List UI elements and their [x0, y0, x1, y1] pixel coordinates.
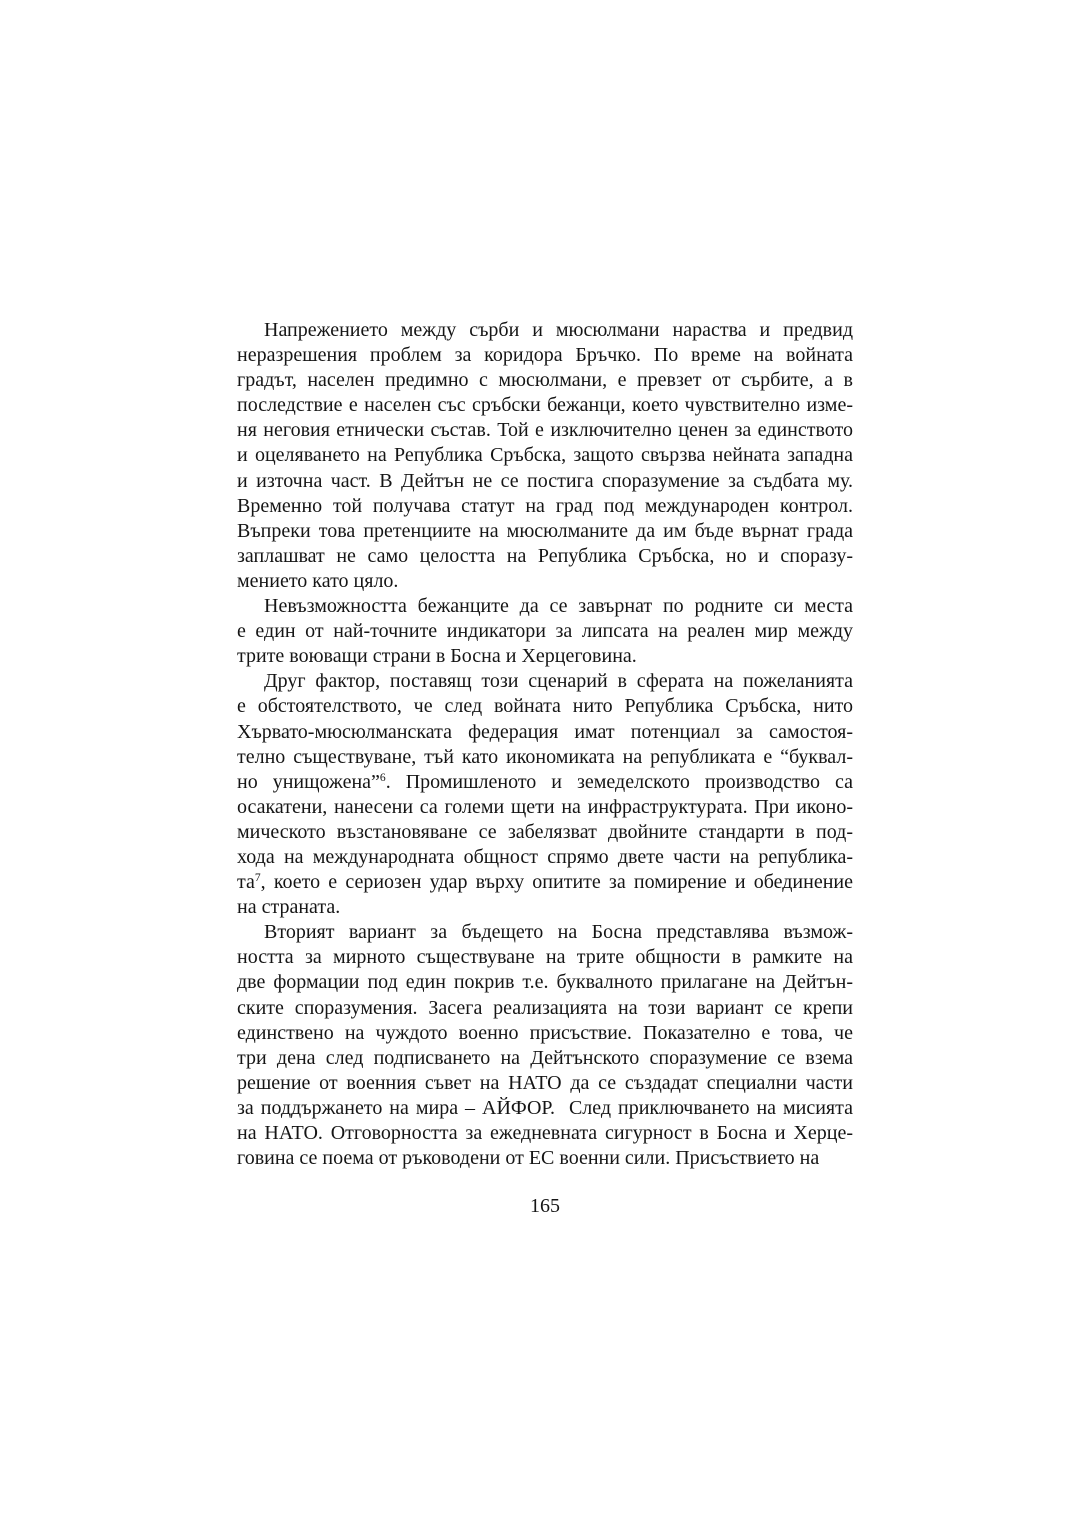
text-line: градът, населен предимно с мюсюлмани, е превзет от сърбите, а в	[237, 369, 853, 392]
paragraph	[237, 318, 853, 594]
footnote-ref-6: 6	[379, 770, 386, 784]
text-line: е един от най-точните индикатори за липсата на реален мир между	[237, 620, 853, 643]
text-line: говина се поема от ръководени от ЕС военни сили. Присъствието на	[237, 1147, 820, 1170]
paragraph	[237, 594, 853, 669]
text-line: Невъзможността бежанците да се завърнат по родните си места	[264, 595, 853, 618]
text-line: заплашват не само целостта на Република Сръбска, но и споразу-	[237, 544, 853, 567]
text-line: телно съществуване, тъй като икономиката на републиката е “буквал-	[237, 745, 853, 768]
text-line: Друг фактор, поставящ този сценарий в сферата на пожеланията	[264, 670, 853, 693]
text-line: ските споразумения. Засега реализацията на този вариант се крепи	[237, 996, 853, 1019]
text-line: три дена след подписването на Дейтънското споразумение се взема	[237, 1046, 853, 1069]
text-line: неразрешения проблем за коридора Бръчко. По време на войната	[237, 344, 853, 367]
text-line: и източна част. В Дейтън не се постига споразумение за съдбата му.	[237, 469, 853, 492]
text-line: и оцеляването на Република Сръбска, защото свързва нейната западна	[237, 444, 853, 467]
text-line: единствено на чуждото военно присъствие. Показателно е това, че	[237, 1021, 853, 1044]
text-line: Вторият вариант за бъдещето на Босна представлява възмож-	[264, 921, 853, 944]
text-line: трите воюващи страни в Босна и Херцеговина.	[237, 645, 637, 668]
text-line: осакатени, нанесени са големи щети на инфраструктурата. При иконо-	[237, 795, 853, 818]
text-line: мението като цяло.	[237, 569, 399, 592]
text-line: $та^7$, което е сериозен удар върху опитите за помирение и обединение	[237, 871, 853, 894]
text-block	[237, 318, 853, 1171]
text-line: решение от военния съвет на НАТО да се създадат специални части	[237, 1071, 853, 1094]
footnote-ref-7: 7	[254, 871, 261, 885]
text-line: ността за мирното съществуване на трите общности в рамките на	[237, 946, 853, 969]
text-line: последствие е населен със сръбски бежанци, което чувствително изме-	[237, 394, 853, 417]
text-line: на НАТО. Отговорността за ежедневната сигурност в Босна и Херце-	[237, 1122, 853, 1144]
text-line: е обстоятелството, че след войната нито Република Сръбска, нито	[237, 695, 853, 718]
text-line: Въпреки това претенциите на мюсюлманите да им бъде върнат града	[237, 519, 853, 542]
page-number: 165	[530, 1195, 560, 1217]
text-line: за поддържането на мира – АЙФОР. След приключването на мисията	[237, 1096, 853, 1119]
text-line: мическото възстановяване се забелязват двойните стандарти в под-	[237, 820, 853, 843]
text-line: хода на международната общност спрямо двете части на република-	[237, 845, 853, 868]
text-line: Хървато-мюсюлманската федерация имат потенциал за самостоя-	[237, 720, 853, 743]
text-line: Временно той получава статут на град под международен контрол.	[237, 494, 853, 517]
paragraph	[237, 669, 853, 920]
paragraph	[237, 920, 853, 1171]
text-line: две формации под един покрив т.е. буквалното прилагане на Дейтън-	[237, 971, 853, 994]
text-line: Напрежението между сърби и мюсюлмани нараства и предвид	[264, 319, 853, 341]
text-line: на страната.	[237, 896, 341, 919]
text-line: но унищожена”$^6$. Промишленото и земеделското производство са	[237, 770, 853, 793]
text-line: ня неговия етнически състав. Той е изключително ценен за единството	[237, 419, 853, 442]
